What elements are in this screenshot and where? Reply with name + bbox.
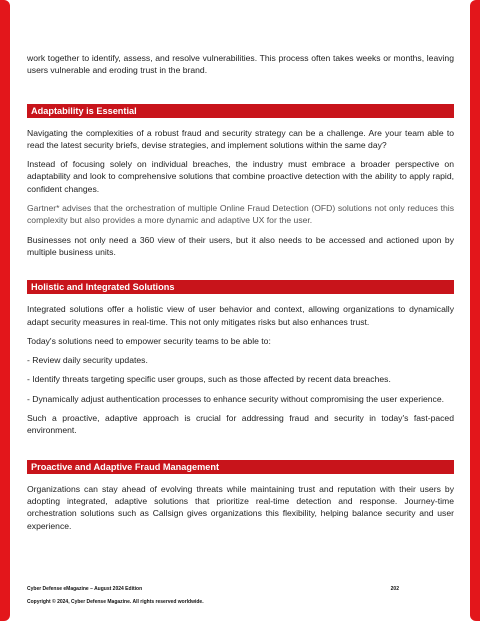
article-body [27,52,454,539]
footer-edition: Cyber Defense eMagazine – August 2024 Edition [27,586,143,592]
list-item: - Review daily security updates. [27,355,148,366]
paragraph: Gartner* advises that the orchestration of multiple Online Fraud Detection (OFD) solutions not only reduces this complexity but also provides a more dynamic and adaptive UX for the user. [27,203,454,226]
footer-copyright: Copyright © 2024, Cyber Defense Magazine. All rights reserved worldwide. [27,599,204,605]
intro-paragraph: work together to identify, assess, and resolve vulnerabilities. This process often takes weeks or months, leaving users vulnerable and eroding trust in the brand. [27,53,454,76]
paragraph: Businesses not only need a 360 view of their users, but it also needs to be accessed and actioned upon by multiple business units. [27,234,454,257]
right-red-edge [470,0,480,621]
page-footer [27,586,454,605]
paragraph: Organizations can stay ahead of evolving threats while maintaining trust and reputation with their users by adopting integrated, adaptive solutions that prioritize real-time detection and response. Journey-time orchestration solutions such as Callsign gives organizations this flexibility, helping balance security and user experience. [27,483,454,531]
paragraph: Today's solutions need to empower security teams to be able to: [27,335,271,346]
page-number: 202 [390,586,399,592]
section-heading-adaptability: Adaptability is Essential [27,104,454,118]
list-item: - Dynamically adjust authentication processes to enhance security without compromising the user experience. [27,393,445,404]
paragraph: Instead of focusing solely on individual breaches, the industry must embrace a broader perspective on adaptability and look to comprehensive solutions that combine proactive detection with the ability to apply rapid, confident changes. [27,159,454,194]
section-heading-holistic: Holistic and Integrated Solutions [27,280,454,294]
paragraph: Integrated solutions offer a holistic view of user behavior and context, allowing organizations to dynamically adapt security measures in real-time. This not only mitigates risks but also enhances trust. [27,304,454,327]
paragraph: Such a proactive, adaptive approach is crucial for addressing fraud and security in today's fast-paced environment. [27,413,454,436]
left-red-edge [0,0,10,621]
list-item: - Identify threats targeting specific user groups, such as those affected by recent data breaches. [27,374,391,385]
section-heading-proactive: Proactive and Adaptive Fraud Management [27,460,454,474]
paragraph: Navigating the complexities of a robust fraud and security strategy can be a challenge. Are your team able to read the latest security briefs, devise strategies, and implement solutions within the same day? [27,127,454,150]
